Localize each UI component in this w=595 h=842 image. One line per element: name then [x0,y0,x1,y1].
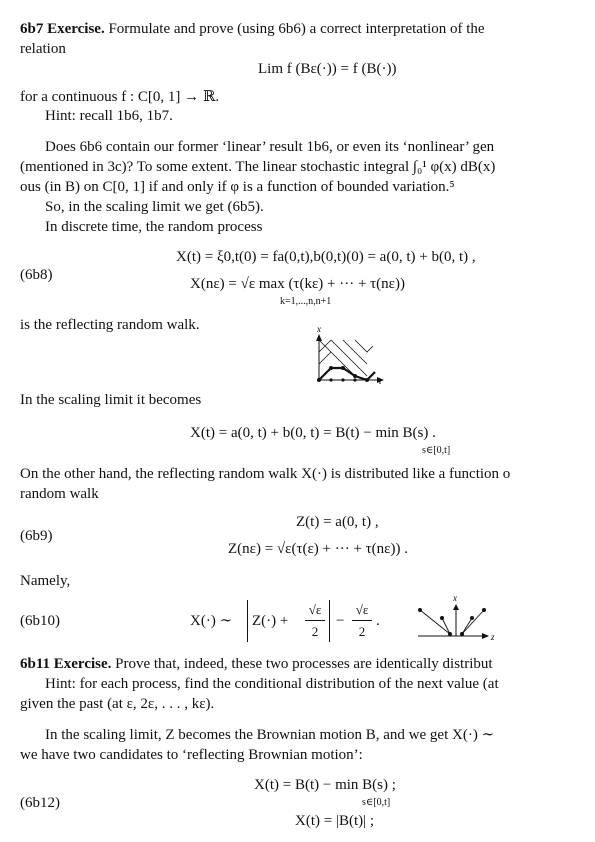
paragraph-line: random walk [20,486,99,502]
paragraph-line: In the scaling limit, Z becomes the Brownian motion B, and we get X(·) ∼ [45,727,495,743]
exercise-6b7-line [20,20,485,40]
exercise-6b7-line-2: relation [20,41,66,57]
equation-6b8-subscript: k=1,...,n,n+1 [280,296,332,307]
equation-6b10-middle: Z(·) + [252,613,289,629]
paragraph-line: is the reflecting random walk. [20,317,200,333]
absolute-value-bar-right [329,600,330,642]
absolute-value-bar-left [247,600,248,642]
paragraph-line: Does 6b6 contain our former ‘linear’ result 1b6, or even its ‘nonlinear’ gen [45,139,495,155]
paragraph-line: So, in the scaling limit we get (6b5). [45,199,264,215]
equation-6b9-line-1: Z(t) = a(0, t) , [296,514,379,530]
exercise-6b7-equation: Lim f (Bε(·)) = f (B(·)) [258,61,397,77]
equation-tag: (6b10) [20,613,60,629]
period: . [376,613,380,629]
figure-x-label: x [453,593,457,603]
equation-6b8-line-2: X(nε) = √ε max (τ(kε) + ··· + τ(nε)) [190,276,405,292]
figure-x-label: x [317,324,321,334]
fraction-numerator: √ε [355,602,369,617]
fraction-denominator: 2 [358,624,366,639]
paragraph-line: Namely, [20,573,71,589]
figure-t-label: t [379,376,382,386]
exercise-6b11-text: Prove that, indeed, these two processes are identically distribut [115,656,493,672]
figure-z-label: z [491,632,495,642]
exercise-6b11-hint: Hint: for each process, find the conditional distribution of the next value (at [45,676,499,692]
reflection-figure [412,592,502,642]
exercise-6b7-text: Formulate and prove (using 6b6) a correct interpretation of the [108,21,485,37]
paragraph-line: we have two candidates to ‘reflecting Brownian motion’: [20,747,363,763]
exercise-6b7-line-3: for a continuous f : C[0, 1] → ℝ. [20,89,220,105]
exercise-6b11-line-3: given the past (at ε, 2ε, . . . , kε). [20,696,215,712]
reflecting-walk-figure [306,324,392,386]
exercise-6b7-hint: Hint: recall 1b6, 1b7. [45,108,173,124]
equation-6b12-line-1: X(t) = B(t) − min B(s) ; [254,777,396,793]
equation-tag: (6b8) [20,267,53,283]
equation-6b12-line-2: X(t) = |B(t)| ; [295,813,375,829]
paragraph-line: ous (in B) on C[0, 1] if and only if φ is a function of bounded variation.⁵ [20,179,455,195]
equation-6b9-line-2: Z(nε) = √ε(τ(ε) + ··· + τ(nε)) . [228,541,408,557]
equation-6b12-subscript: s∈[0,t] [362,797,391,808]
fraction-bar [352,620,372,621]
scaling-limit-subscript: s∈[0,t] [422,445,451,456]
exercise-6b11-line [20,655,493,675]
paragraph-line: On the other hand, the reflecting random walk X(·) is distributed like a function o [20,466,511,482]
scaling-limit-equation: X(t) = a(0, t) + b(0, t) = B(t) − min B(s) . [190,425,436,441]
fraction-bar [305,620,325,621]
exercise-6b7-heading: 6b7 Exercise. [20,21,105,37]
fraction-denominator: 2 [311,624,319,639]
equation-tag: (6b9) [20,528,53,544]
paragraph-line: In the scaling limit it becomes [20,392,202,408]
equation-6b8-line-1: X(t) = ξ0,t(0) = fa(0,t),b(0,t)(0) = a(0, t) + b(0, t) , [176,249,476,265]
paragraph-line: In discrete time, the random process [45,219,263,235]
paragraph-line: (mentioned in 3c)? To some extent. The linear stochastic integral ∫₀¹ φ(x) dB(x) [20,159,496,175]
minus-sign: − [336,613,345,629]
equation-6b10-lhs: X(·) ∼ [190,613,233,629]
exercise-6b11-heading: 6b11 Exercise. [20,656,112,672]
fraction-numerator: √ε [308,602,322,617]
equation-tag: (6b12) [20,795,60,811]
